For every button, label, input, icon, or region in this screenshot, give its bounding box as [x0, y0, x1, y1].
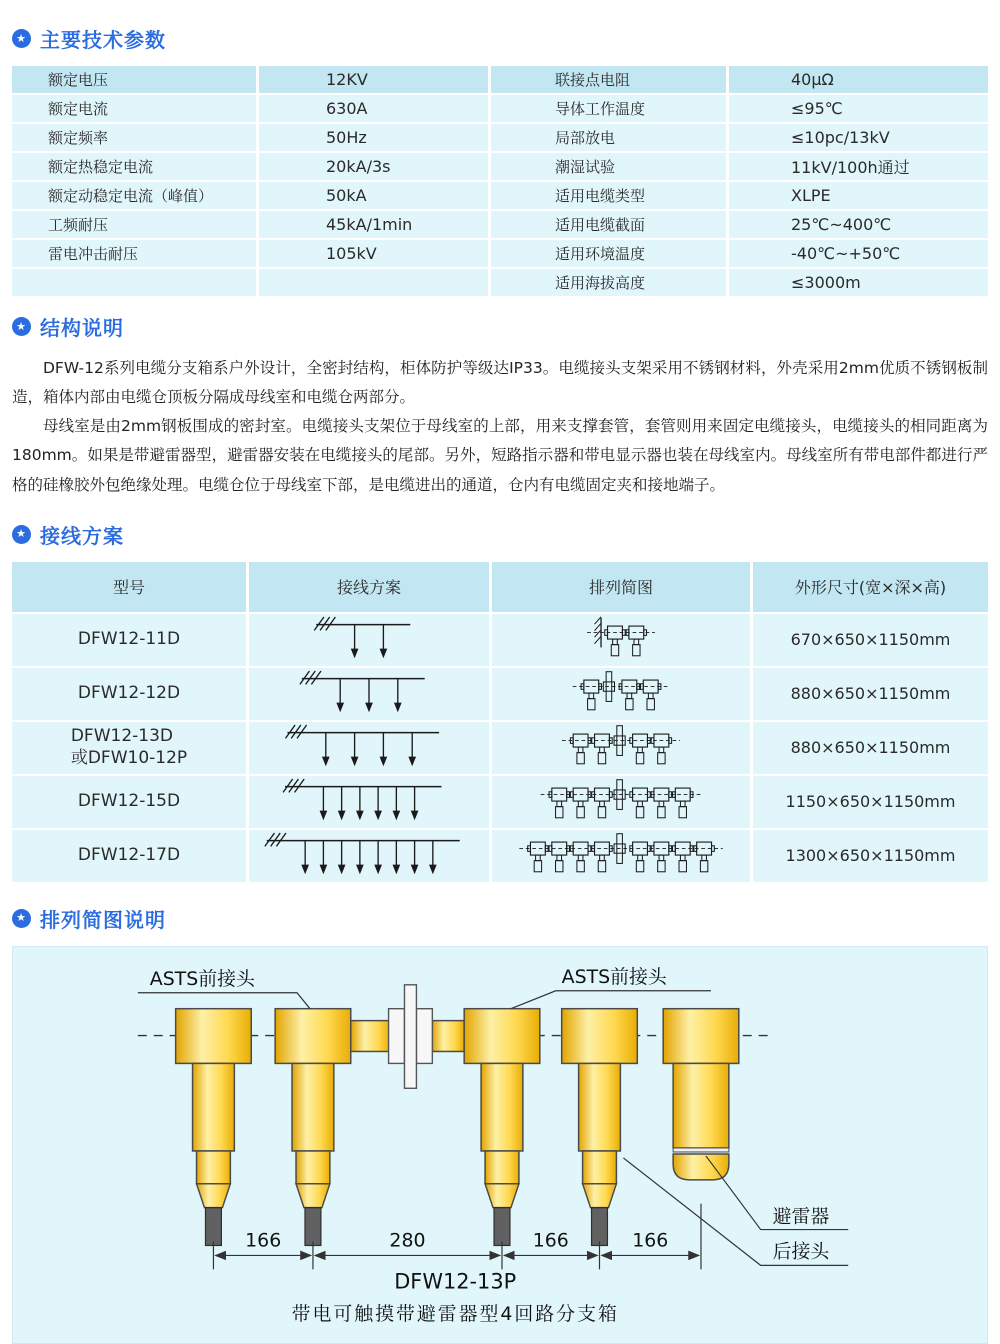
connector-unit — [562, 1008, 638, 1245]
section-title-text: 接线方案 — [40, 523, 124, 548]
wiring-title — [12, 520, 988, 549]
dimensions-cell: 1300×650×1150mm — [753, 830, 988, 882]
model-alt: 或DFW10-12P — [70, 747, 188, 768]
arrangement-diagram — [492, 830, 750, 882]
column-header: 排列简图 — [492, 562, 750, 612]
param-label: 适用环境温度 — [491, 240, 726, 267]
connector-illustration — [13, 947, 987, 1343]
param-value: 105kV — [259, 240, 488, 267]
model-name: DFW12-13D — [70, 726, 173, 747]
arrangement-title — [12, 904, 988, 933]
wiring-diagram — [249, 668, 489, 720]
dimensions-cell: 880×650×1150mm — [753, 668, 988, 720]
dimensions-cell: 1150×650×1150mm — [753, 776, 988, 828]
label-front-connector-right: ASTS前接头 — [561, 965, 667, 988]
dimension-value: 166 — [532, 1229, 569, 1252]
leader-line — [511, 990, 711, 1008]
dimension-value: 280 — [389, 1229, 426, 1252]
section-arrangement — [12, 904, 988, 1344]
param-value: 50Hz — [259, 124, 488, 151]
section-wiring — [12, 520, 988, 882]
model-name: DFW12-15D — [77, 791, 181, 811]
param-label: 额定电压 — [12, 66, 256, 93]
param-label: 潮湿试验 — [491, 153, 726, 180]
param-value: 11kV/100h通过 — [729, 153, 988, 180]
dimension-ticks — [213, 1203, 701, 1269]
param-value: ≤95℃ — [729, 95, 988, 122]
param-label: 导体工作温度 — [491, 95, 726, 122]
bushing-insulator — [351, 984, 464, 1087]
label-front-connector-left: ASTS前接头 — [149, 967, 255, 990]
model-name: DFW12-12D — [77, 683, 181, 703]
wiring-diagram — [249, 614, 489, 666]
connector-unit — [464, 1008, 540, 1245]
param-label: 适用电缆截面 — [491, 211, 726, 238]
column-header: 接线方案 — [249, 562, 489, 612]
star-icon: ★ — [12, 29, 31, 48]
label-arrester: 避雷器 — [772, 1205, 830, 1228]
param-value — [259, 269, 488, 296]
dimensions-cell: 670×650×1150mm — [753, 614, 988, 666]
wiring-table — [12, 562, 988, 882]
tech-params-title — [12, 24, 988, 53]
caption-description: 带电可触摸带避雷器型4回路分支箱 — [291, 1302, 619, 1325]
param-value: -40℃~+50℃ — [729, 240, 988, 267]
model-name: DFW12-17D — [77, 845, 181, 865]
model-cell — [12, 722, 246, 774]
column-header: 外形尺寸(宽×深×高) — [753, 562, 988, 612]
param-label: 局部放电 — [491, 124, 726, 151]
leader-line — [138, 992, 310, 1008]
param-label: 额定频率 — [12, 124, 256, 151]
param-label: 适用海拔高度 — [491, 269, 726, 296]
star-icon: ★ — [12, 525, 31, 544]
label-rear-connector: 后接头 — [772, 1240, 830, 1263]
arrester-unit — [663, 1008, 739, 1179]
param-value: 50kA — [259, 182, 488, 209]
param-value: 40μΩ — [729, 66, 988, 93]
section-title-text: 结构说明 — [40, 316, 124, 340]
section-structure — [12, 312, 988, 500]
param-label: 适用电缆类型 — [491, 182, 726, 209]
connector-unit — [275, 1008, 351, 1245]
arrangement-diagram — [492, 614, 750, 666]
star-icon: ★ — [12, 909, 31, 928]
param-value: XLPE — [729, 182, 988, 209]
param-label: 雷电冲击耐压 — [12, 240, 256, 267]
dimension-value: 166 — [245, 1229, 282, 1252]
arrangement-diagram — [492, 668, 750, 720]
tech-params-table — [12, 66, 988, 296]
wiring-diagram — [249, 830, 489, 882]
section-title-text: 排列简图说明 — [40, 907, 166, 932]
model-cell — [12, 776, 246, 828]
section-tech-params — [12, 24, 988, 296]
structure-paragraph-1: DFW-12系列电缆分支箱系户外设计，全密封结构，柜体防护等级达IP33。电缆接头支架采用不锈钢材料，外壳采用2mm优质不锈钢板制造，箱体内部由电缆仓顶板分隔成母线室和电缆仓两部分。 — [12, 359, 988, 407]
dimension-value: 166 — [632, 1229, 669, 1252]
model-name: DFW12-11D — [77, 629, 181, 649]
section-title-text: 主要技术参数 — [40, 28, 166, 52]
structure-title — [12, 312, 988, 341]
model-cell — [12, 830, 246, 882]
param-label: 联接点电阻 — [491, 66, 726, 93]
arrangement-diagram — [492, 776, 750, 828]
arrangement-illustration-panel — [12, 946, 988, 1344]
param-value: 25℃~400℃ — [729, 211, 988, 238]
param-value: 12KV — [259, 66, 488, 93]
wiring-diagram — [249, 776, 489, 828]
model-cell — [12, 668, 246, 720]
dimensions-cell: 880×650×1150mm — [753, 722, 988, 774]
param-label — [12, 269, 256, 296]
param-label: 额定动稳定电流（峰值） — [12, 182, 256, 209]
star-icon: ★ — [12, 317, 31, 336]
arrangement-diagram — [492, 722, 750, 774]
param-label: 额定热稳定电流 — [12, 153, 256, 180]
param-value: ≤3000m — [729, 269, 988, 296]
model-cell — [12, 614, 246, 666]
param-label: 工频耐压 — [12, 211, 256, 238]
caption-model: DFW12-13P — [394, 1268, 517, 1293]
param-value: 20kA/3s — [259, 153, 488, 180]
param-value: 45kA/1min — [259, 211, 488, 238]
param-label: 额定电流 — [12, 95, 256, 122]
connector-unit — [176, 1008, 252, 1245]
param-value: 630A — [259, 95, 488, 122]
structure-paragraph-2: 母线室是由2mm钢板围成的密封室。电缆接头支架位于母线室的上部，用来支撑套管，套管则用来固定电缆接头，电缆接头的相同距离为180mm。如果是带避雷器型，避雷器安装在电缆接头的尾部。另外，短路指示器和带电显示器也装在母线室内。母线室所有带电部件都进行严格的硅橡胶外包绝缘处理。电缆仓位于母线室下部，是电缆进出的通道，仓内有电缆固定夹和接地端子。 — [12, 417, 988, 494]
wiring-diagram — [249, 722, 489, 774]
param-value: ≤10pc/13kV — [729, 124, 988, 151]
column-header: 型号 — [12, 562, 246, 612]
